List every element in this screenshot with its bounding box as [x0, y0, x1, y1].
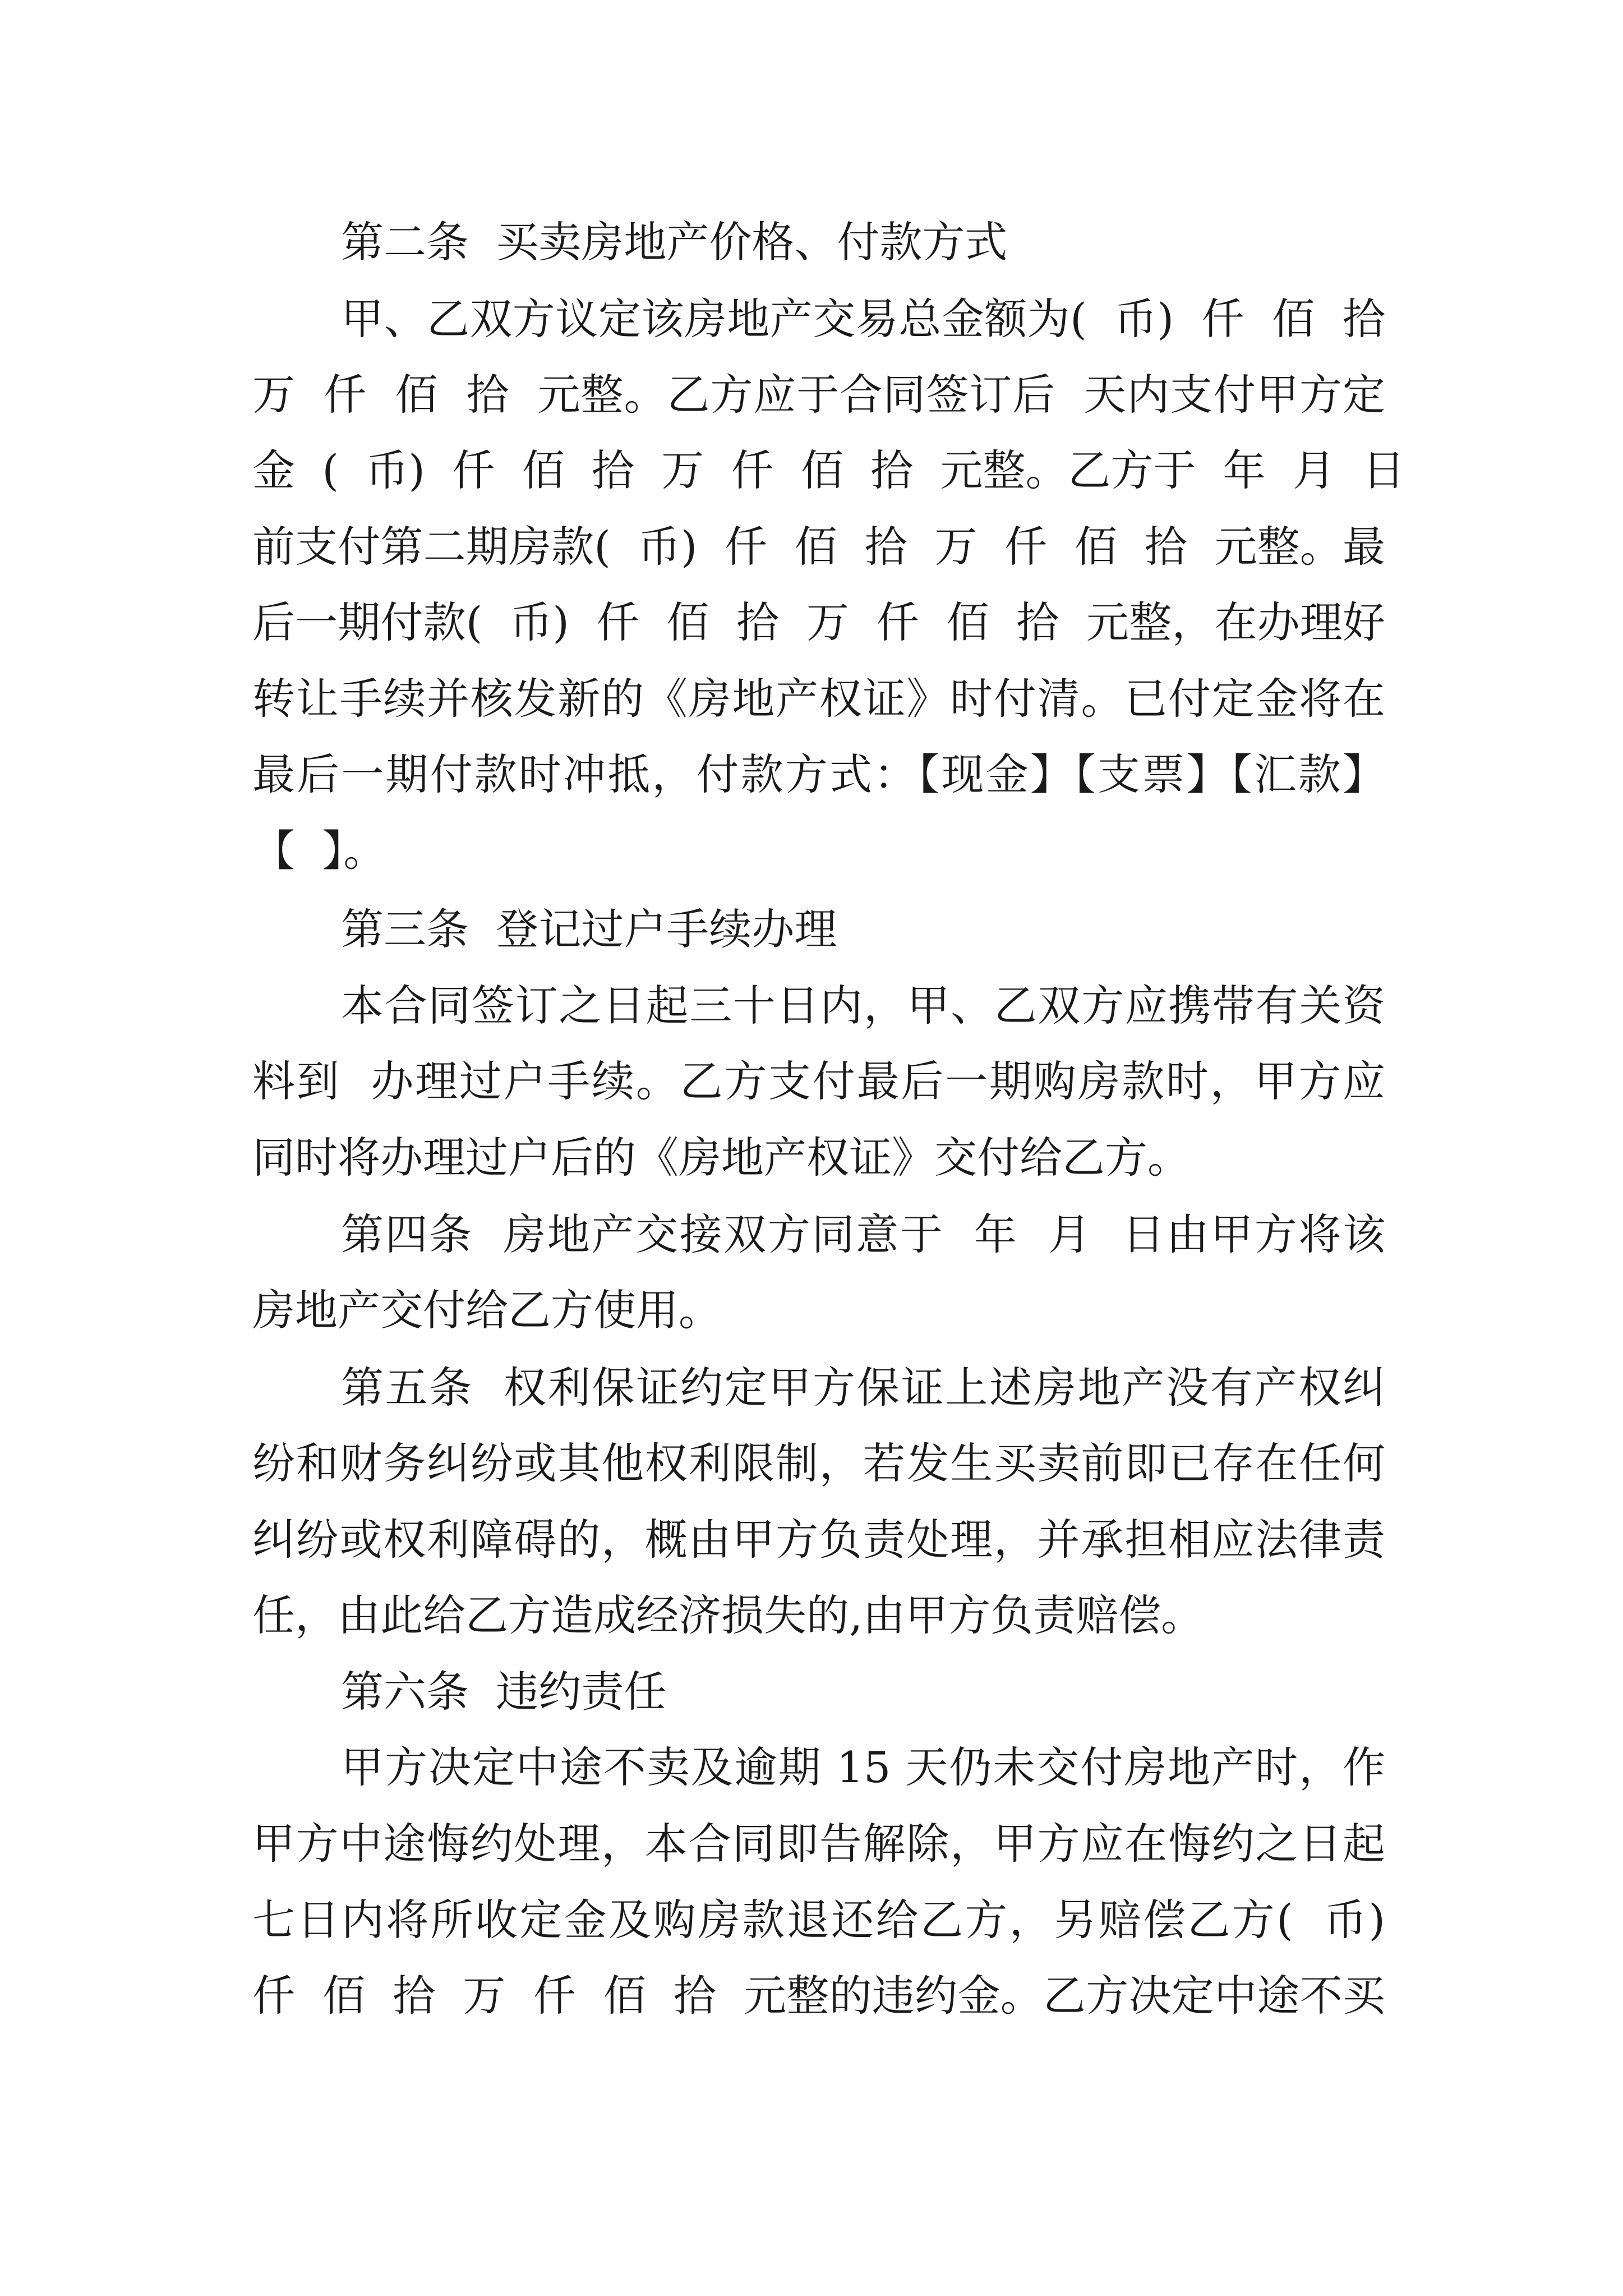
paragraph-line: 仟 佰 拾 万 仟 佰 拾 元整的违约金。乙方决定中途不买 — [252, 1971, 1385, 2021]
paragraph-line: 甲方中途悔约处理，本合同即告解除，甲方应在悔约之日起 — [252, 1819, 1385, 1869]
paragraph-line: 最后一期付款时冲抵，付款方式：【现金】【支票】【汇款】 — [252, 749, 1385, 799]
paragraph-line: 【 】。 — [252, 826, 386, 876]
paragraph-line: 纠纷或权利障碍的，概由甲方负责处理，并承担相应法律责 — [252, 1515, 1385, 1565]
paragraph-line: 万 仟 佰 拾 元整。乙方应于合同签订后 天内支付甲方定 — [252, 370, 1385, 420]
article-6-heading: 第六条 违约责任 — [341, 1667, 667, 1717]
article-2-heading: 第二条 买卖房地产价格、付款方式 — [341, 217, 1008, 267]
paragraph-line: 房地产交付给乙方使用。 — [252, 1285, 721, 1335]
paragraph-line: 同时将办理过户后的《房地产权证》交付给乙方。 — [252, 1133, 1190, 1182]
paragraph-line: 七日内将所收定金及购房款退还给乙方，另赔偿乙方( 币) — [252, 1895, 1385, 1945]
paragraph-line: 甲、乙双方议定该房地产交易总金额为( 币) 仟 佰 拾 — [341, 294, 1385, 344]
paragraph-line: 金 ( 币) 仟 佰 拾 万 仟 佰 拾 元整。乙方于 年 月 日 — [252, 445, 1405, 495]
paragraph-line: 纷和财务纠纷或其他权利限制，若发生买卖前即已存在任何 — [252, 1438, 1385, 1488]
paragraph-line: 甲方决定中途不卖及逾期 15 天仍未交付房地产时，作 — [341, 1742, 1385, 1792]
article-4-heading: 第四条 房地产交接双方同意于 年 月 日由甲方将该 — [341, 1209, 1385, 1259]
article-5-heading: 第五条 权利保证约定甲方保证上述房地产没有产权纠 — [341, 1363, 1385, 1412]
article-3-heading: 第三条 登记过户手续办理 — [341, 904, 837, 954]
paragraph-line: 任，由此给乙方造成经济损失的,由甲方负责赔偿。 — [252, 1590, 1204, 1640]
paragraph-line: 本合同签订之日起三十日内，甲、乙双方应携带有关资 — [341, 981, 1385, 1030]
paragraph-line: 料到 办理过户手续。乙方支付最后一期购房款时，甲方应 — [252, 1056, 1385, 1106]
paragraph-line: 后一期付款( 币) 仟 佰 拾 万 仟 佰 拾 元整，在办理好 — [252, 597, 1385, 647]
paragraph-line: 前支付第二期房款( 币) 仟 佰 拾 万 仟 佰 拾 元整。最 — [252, 522, 1385, 572]
paragraph-line: 转让手续并核发新的《房地产权证》时付清。已付定金将在 — [252, 674, 1385, 724]
